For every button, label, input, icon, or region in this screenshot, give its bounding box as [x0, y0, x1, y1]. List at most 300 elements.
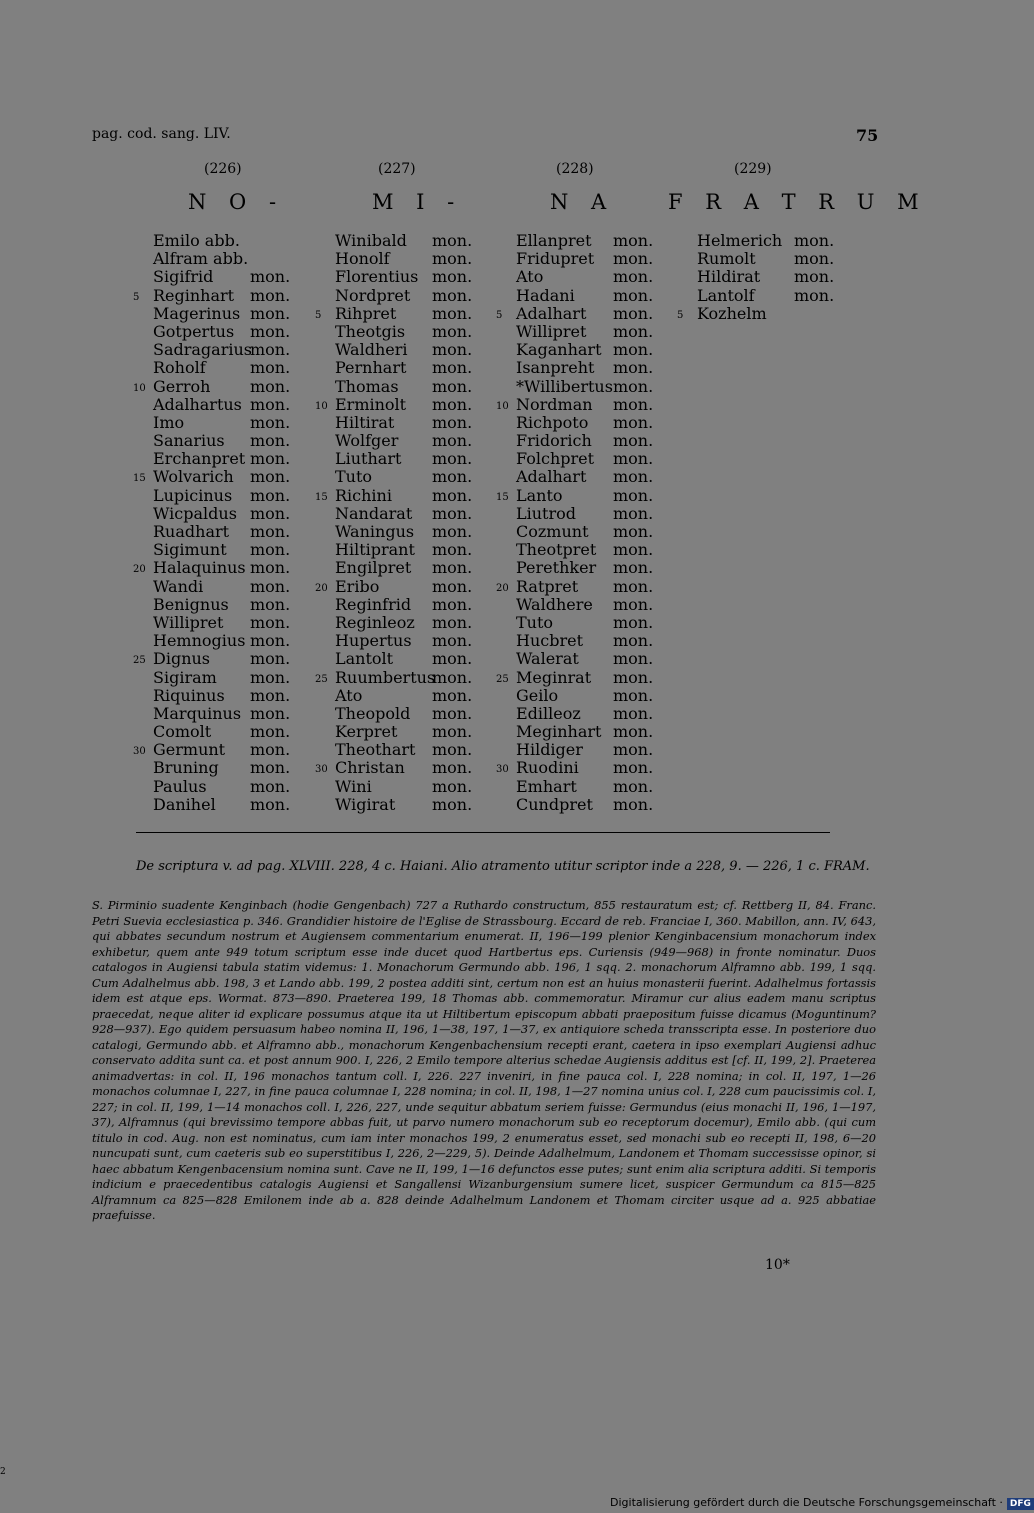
title-abbrev: mon.	[432, 558, 473, 578]
monk-name: Sigifrid	[153, 267, 214, 287]
name-row	[315, 576, 505, 596]
monk-name: Rihpret	[335, 303, 397, 323]
monk-name: Lantolf	[697, 285, 755, 305]
name-row	[516, 287, 686, 305]
title-abbrev: mon.	[432, 267, 473, 287]
monk-name: Meginhart	[516, 722, 602, 742]
line-number: 5	[315, 309, 322, 321]
name-row	[153, 487, 323, 505]
title-abbrev: mon.	[250, 394, 291, 414]
name-row	[496, 485, 686, 505]
monk-name: Waldheri	[335, 340, 408, 360]
name-row	[315, 394, 505, 414]
monk-name: Isanpreht	[516, 358, 595, 378]
title-abbrev: mon.	[432, 576, 473, 596]
monk-name: Danihel	[153, 794, 216, 814]
name-row	[516, 614, 686, 632]
name-row	[335, 432, 505, 450]
name-row	[697, 287, 867, 305]
line-number: 30	[315, 764, 328, 776]
monk-name: Rumolt	[697, 249, 756, 269]
monk-name: Richini	[335, 485, 392, 505]
title-abbrev: mon.	[432, 431, 473, 451]
name-row	[516, 596, 686, 614]
title-abbrev: mon.	[613, 540, 654, 560]
monk-name: Hucbret	[516, 631, 584, 651]
name-row	[153, 687, 323, 705]
monk-name: Lanto	[516, 485, 563, 505]
monk-name: Nordman	[516, 394, 593, 414]
monk-name: Folchpret	[516, 449, 595, 469]
line-number: 15	[133, 473, 146, 485]
name-row	[335, 341, 505, 359]
name-row	[516, 468, 686, 486]
monk-name: Fridorich	[516, 431, 592, 451]
monk-name: Perethker	[516, 558, 597, 578]
line-number: 20	[133, 564, 146, 576]
name-row	[335, 723, 505, 741]
name-row	[153, 614, 323, 632]
line-number: 20	[315, 582, 328, 594]
monk-name: Sigiram	[153, 667, 217, 687]
title-abbrev: mon.	[432, 503, 473, 523]
name-row	[153, 541, 323, 559]
name-column	[133, 231, 323, 814]
title-abbrev: mon.	[250, 412, 291, 432]
title-abbrev: mon.	[613, 631, 654, 651]
title-abbrev: mon.	[432, 612, 473, 632]
title-abbrev: mon.	[250, 558, 291, 578]
title-abbrev: mon.	[432, 522, 473, 541]
title-abbrev: mon.	[250, 358, 291, 378]
name-column	[315, 231, 505, 814]
title-abbrev: mon.	[794, 249, 835, 269]
monk-name: Kaganhart	[516, 340, 602, 360]
line-number: 5	[496, 309, 503, 321]
monk-name: Walerat	[516, 649, 579, 669]
monk-name: Marquinus	[153, 703, 242, 723]
title-abbrev: mon.	[432, 794, 473, 814]
name-row	[335, 559, 505, 577]
title-abbrev: mon.	[432, 540, 473, 560]
monk-name: Erminolt	[335, 394, 407, 414]
monk-name: Alfram abb.	[153, 249, 249, 269]
separator-rule	[136, 832, 830, 833]
line-number: 10	[315, 400, 328, 412]
monk-name: Reginleoz	[335, 612, 415, 632]
monk-name: Benignus	[153, 594, 229, 614]
monk-name: Florentius	[335, 267, 419, 287]
monk-name: Richpoto	[516, 412, 589, 432]
title-abbrev: mon.	[250, 321, 291, 341]
name-row	[697, 250, 867, 268]
title-abbrev: mon.	[432, 303, 473, 323]
name-row	[153, 414, 323, 432]
title-abbrev: mon.	[432, 249, 473, 269]
name-row	[516, 232, 686, 250]
name-row	[335, 632, 505, 650]
name-row	[516, 723, 686, 741]
name-row	[335, 523, 505, 541]
title-abbrev: mon.	[250, 449, 291, 469]
name-row	[516, 268, 686, 286]
title-abbrev: mon.	[250, 649, 291, 669]
monk-name: Gerroh	[153, 376, 211, 396]
page-number: 75	[856, 126, 879, 145]
name-row	[335, 287, 505, 305]
name-row	[335, 414, 505, 432]
monk-name: Helmerich	[697, 231, 783, 250]
title-abbrev: mon.	[613, 267, 654, 287]
name-row	[516, 523, 686, 541]
monk-name: Pernhart	[335, 358, 407, 378]
column-title: N A	[550, 190, 615, 214]
monk-name: Adalhart	[516, 303, 587, 323]
name-row	[335, 450, 505, 468]
name-row	[516, 796, 686, 814]
title-abbrev: mon.	[794, 231, 835, 250]
name-row	[516, 541, 686, 559]
name-row	[315, 667, 505, 687]
title-abbrev: mon.	[250, 594, 291, 614]
title-abbrev: mon.	[250, 340, 291, 360]
monk-name: *Willibertus	[516, 376, 613, 396]
title-abbrev: mon.	[613, 612, 654, 632]
name-row	[153, 759, 323, 777]
title-abbrev: mon.	[432, 467, 473, 487]
monk-name: Sanarius	[153, 431, 225, 451]
name-row	[315, 758, 505, 778]
name-row	[335, 232, 505, 250]
name-row	[516, 450, 686, 468]
monk-name: Paulus	[153, 776, 207, 796]
title-abbrev: mon.	[250, 376, 291, 396]
name-row	[335, 778, 505, 796]
title-abbrev: mon.	[250, 758, 291, 778]
name-row	[516, 705, 686, 723]
name-row	[153, 705, 323, 723]
title-abbrev: mon.	[613, 321, 654, 341]
title-abbrev: mon.	[613, 358, 654, 378]
line-number: 20	[496, 582, 509, 594]
title-abbrev: mon.	[613, 285, 654, 305]
monk-name: Nandarat	[335, 503, 413, 523]
monk-name: Adalhart	[516, 467, 587, 487]
title-abbrev: mon.	[613, 449, 654, 469]
monk-name: Liuthart	[335, 449, 402, 469]
title-abbrev: mon.	[613, 340, 654, 360]
title-abbrev: mon.	[794, 267, 835, 287]
name-row	[697, 268, 867, 286]
name-row	[153, 450, 323, 468]
monk-name: Sigimunt	[153, 540, 227, 560]
name-row	[516, 378, 686, 396]
monk-name: Theotgis	[335, 321, 406, 341]
title-abbrev: mon.	[613, 558, 654, 578]
monk-name: Reginhart	[153, 285, 235, 305]
commentary-notes: S. Pirminio suadente Kenginbach (hodie Gengenbach) 727 a Ruthardo constructum, 855 restauratum est; cf. Rettberg II, 84. Franc. Petri Suevia ecclesiastica p. 346. Grandidier histoire de l'Eglise de Strassbourg. Eccard de reb. Franciae I, 360. Mabillon, ann. IV, 643, qui abbates secundum nostrum et Augiensem commentarium enumerat. II, 196—199 plenior Kenginbacensium monachorum index exhibetur, quem ante 949 totum scriptum esse inde ducet quod Hartbertus eps. Curiensis (949—968) in fronte nominatur. Duos catalogos in Augiensi tabula statim videmus: 1. Monachorum Germundo abb. 196, 1 sqq. 2. monachorum Alframno abb. 199, 1 sqq. Cum Adalhelmus abb. 198, 3 et Lando abb. 199, 2 postea additi sint, certum non est an huius monasterii fuerint. Adalhelmus fortassis idem est atque eps. Wormat. 873—890. Praeterea 199, 18 Thomas abb. commemoratur. Miramur cur alius eadem manu scriptus praecedat, neque aliter id explicare possumus atque ita ut Hiltibertum episcopum abbati praepositum fuisse dicamus (Moguntinum? 928—937). Ego quidem persuasum habeo nomina II, 196, 1—38, 197, 1—37, ex antiquiore scheda transscripta esse. In posteriore duo catalogi, Germundo abb. et Alframno abb., monachorum Kengenbachensium recepti erant, caetera in ipso exemplari Augiensi adhuc conservato addita sunt ca. et post annum 900. I, 226, 2 Emilo tempore alterius schedae Augiensis additus est [cf. II, 199, 2]. Praeterea animadvertas: in col. II, 196 monachos tantum coll. I, 226. 227 inveniri, in fine pauca col. I, 228 nomina; in col. II, 197, 1—26 monachos columnae I, 227, in fine pauca columnae I, 228 nomina; in col. II, 198, 1—27 nomina unius col. I, 228 cum paucissimis col. I, 227; in col. II, 199, 1—14 monachos coll. I, 226, 227, unde sequitur abbatum seriem fuisse: Germundus (eius monachi II, 196, 1—197, 37), Alframnus (qui brevissimo tempore abbas fuit, ut parvo numero monachorum sub eo receptorum docemur), Emilo abb. (qui cum titulo in cod. Aug. non est nominatus, cum iam inter monachos 199, 2 enumeratus esset, sed monachi sub eo recepti II, 198, 6—20 nuncupati sunt, cum caeteris sub eo superstitibus I, 226, 2—229, 5). Deinde Adalhelmum, Landonem et Thomam successisse opinor, si haec abbatum Kengenbacensium nomina sunt. Cave ne II, 199, 1—16 defunctos esse putes; sunt enim alia scriptura additi. Si temporis indicium e praecedentibus catalogis Augiensi et Sangallensi Wizanburgensium sumere licet, suspicer Germundum ca 815—825 Alframnum ca 825—828 Emilonem inde ab a. 828 deinde Adalhelmum Landonem et Thomam circiter usque ad a. 925 abbatiae praefuisse.	[92, 898, 876, 1222]
name-row	[153, 268, 323, 286]
column-title: F R A T R U M	[668, 190, 927, 214]
monk-name: Eribo	[335, 576, 380, 596]
name-row	[153, 232, 323, 250]
monk-name: Waldhere	[516, 594, 593, 614]
name-row	[153, 669, 323, 687]
title-abbrev: mon.	[613, 703, 654, 723]
monk-name: Geilo	[516, 685, 559, 705]
name-row	[335, 378, 505, 396]
name-row	[697, 232, 867, 250]
line-number: 5	[677, 309, 684, 321]
title-abbrev: mon.	[250, 267, 291, 287]
name-row	[516, 687, 686, 705]
monk-name: Hemnogius	[153, 631, 246, 651]
name-row	[516, 741, 686, 759]
title-abbrev: mon.	[432, 685, 473, 705]
monk-name: Wandi	[153, 576, 204, 596]
critical-apparatus: De scriptura v. ad pag. XLVIII. 228, 4 c. Haiani. Alio atramento utitur scriptor inde a 228, 9. — 226, 1 c. FRAM.	[136, 859, 870, 874]
monk-name: Ruodini	[516, 758, 579, 778]
monk-name: Hadani	[516, 285, 575, 305]
name-row	[335, 796, 505, 814]
monk-name: Comolt	[153, 722, 212, 742]
title-abbrev: mon.	[432, 340, 473, 360]
monk-name: Lantolt	[335, 649, 394, 669]
title-abbrev: mon.	[432, 376, 473, 396]
running-header: pag. cod. sang. LIV.	[92, 126, 231, 142]
name-row	[315, 303, 505, 323]
name-row	[133, 558, 323, 578]
name-row	[335, 741, 505, 759]
monk-name: Willipret	[153, 612, 224, 632]
monk-name: Emilo abb.	[153, 231, 240, 250]
title-abbrev: mon.	[432, 285, 473, 305]
name-row	[677, 303, 867, 323]
name-row	[516, 341, 686, 359]
title-abbrev: mon.	[250, 612, 291, 632]
name-row	[496, 394, 686, 414]
title-abbrev: mon.	[613, 303, 654, 323]
title-abbrev: mon.	[250, 685, 291, 705]
name-row	[335, 705, 505, 723]
title-abbrev: mon.	[613, 467, 654, 487]
name-row	[516, 359, 686, 377]
title-abbrev: mon.	[613, 394, 654, 414]
title-abbrev: mon.	[250, 631, 291, 651]
title-abbrev: mon.	[432, 722, 473, 742]
name-row	[153, 250, 323, 268]
title-abbrev: mon.	[613, 576, 654, 596]
monk-name: Roholf	[153, 358, 206, 378]
title-abbrev: mon.	[613, 503, 654, 523]
edge-mark: 2	[0, 1467, 6, 1477]
title-abbrev: mon.	[432, 667, 473, 687]
name-column	[496, 231, 686, 814]
monk-name: Cundpret	[516, 794, 593, 814]
title-abbrev: mon.	[250, 431, 291, 451]
title-abbrev: mon.	[250, 303, 291, 323]
title-abbrev: mon.	[250, 740, 291, 760]
name-row	[153, 723, 323, 741]
line-number: 15	[315, 491, 328, 503]
name-row	[516, 632, 686, 650]
name-row	[133, 467, 323, 487]
column-number: (226)	[204, 161, 242, 177]
monk-name: Hupertus	[335, 631, 412, 651]
name-row	[153, 341, 323, 359]
monk-name: Sadragarius	[153, 340, 252, 360]
title-abbrev: mon.	[432, 703, 473, 723]
name-row	[153, 432, 323, 450]
monk-name: Ato	[335, 685, 363, 705]
name-row	[133, 740, 323, 760]
column-title: N O -	[188, 190, 285, 214]
title-abbrev: mon.	[432, 594, 473, 614]
name-row	[153, 596, 323, 614]
title-abbrev: mon.	[250, 540, 291, 560]
title-abbrev: mon.	[613, 594, 654, 614]
monk-name: Honolf	[335, 249, 390, 269]
name-row	[496, 303, 686, 323]
monk-name: Willipret	[516, 321, 587, 341]
name-row	[153, 396, 323, 414]
name-row	[153, 796, 323, 814]
monk-name: Edilleoz	[516, 703, 581, 723]
monk-name: Tuto	[516, 612, 554, 632]
title-abbrev: mon.	[432, 631, 473, 651]
title-abbrev: mon.	[613, 249, 654, 269]
title-abbrev: mon.	[432, 231, 473, 250]
line-number: 25	[315, 673, 328, 685]
title-abbrev: mon.	[794, 285, 835, 305]
title-abbrev: mon.	[613, 740, 654, 760]
funding-footer	[610, 1496, 1034, 1510]
name-row	[516, 250, 686, 268]
name-row	[516, 778, 686, 796]
name-row	[153, 523, 323, 541]
monk-name: Magerinus	[153, 303, 241, 323]
column-number: (229)	[734, 161, 772, 177]
monk-name: Wini	[335, 776, 372, 796]
title-abbrev: mon.	[432, 449, 473, 469]
title-abbrev: mon.	[613, 649, 654, 669]
name-row	[153, 305, 323, 323]
title-abbrev: mon.	[250, 576, 291, 596]
name-row	[153, 505, 323, 523]
name-row	[153, 632, 323, 650]
name-row	[496, 576, 686, 596]
monk-name: Wicpaldus	[153, 503, 237, 523]
column-title: M I -	[372, 190, 463, 214]
name-row	[315, 485, 505, 505]
title-abbrev: mon.	[250, 467, 291, 487]
monk-name: Ato	[516, 267, 544, 287]
monk-name: Hildiger	[516, 740, 583, 760]
title-abbrev: mon.	[432, 758, 473, 778]
name-row	[516, 414, 686, 432]
monk-name: Emhart	[516, 776, 577, 796]
monk-name: Christan	[335, 758, 405, 778]
monk-name: Waningus	[335, 522, 415, 541]
monk-name: Germunt	[153, 740, 226, 760]
monk-name: Engilpret	[335, 558, 412, 578]
monk-name: Wolvarich	[153, 467, 234, 487]
title-abbrev: mon.	[250, 522, 291, 541]
title-abbrev: mon.	[613, 522, 654, 541]
monk-name: Tuto	[335, 467, 373, 487]
column-number: (228)	[556, 161, 594, 177]
name-row	[335, 541, 505, 559]
title-abbrev: mon.	[613, 485, 654, 505]
monk-name: Lupicinus	[153, 485, 233, 505]
dfg-logo: DFG	[1007, 1498, 1034, 1510]
monk-name: Hiltiprant	[335, 540, 415, 560]
name-row	[516, 559, 686, 577]
monk-name: Kerpret	[335, 722, 398, 742]
monk-name: Riquinus	[153, 685, 225, 705]
monk-name: Theothart	[335, 740, 416, 760]
signature-mark: 10*	[765, 1257, 790, 1273]
line-number: 25	[133, 655, 146, 667]
name-row	[496, 667, 686, 687]
name-row	[335, 468, 505, 486]
monk-name: Hiltirat	[335, 412, 395, 432]
footer-text: Digitalisierung gefördert durch die Deutsche Forschungsgemeinschaft ·	[610, 1496, 1003, 1509]
monk-name: Imo	[153, 412, 185, 432]
monk-name: Cozmunt	[516, 522, 589, 541]
name-column	[677, 231, 867, 323]
name-row	[335, 323, 505, 341]
name-row	[153, 323, 323, 341]
line-number: 30	[133, 746, 146, 758]
monk-name: Winibald	[335, 231, 407, 250]
name-row	[153, 778, 323, 796]
title-abbrev: mon.	[432, 321, 473, 341]
line-number: 10	[496, 400, 509, 412]
name-row	[516, 323, 686, 341]
name-row	[516, 650, 686, 668]
monk-name: Ellanpret	[516, 231, 592, 250]
name-row	[335, 250, 505, 268]
name-row	[133, 649, 323, 669]
title-abbrev: mon.	[432, 740, 473, 760]
title-abbrev: mon.	[432, 412, 473, 432]
monk-name: Bruning	[153, 758, 219, 778]
monk-name: Ratpret	[516, 576, 579, 596]
line-number: 10	[133, 382, 146, 394]
title-abbrev: mon.	[432, 649, 473, 669]
monk-name: Ruadhart	[153, 522, 230, 541]
name-row	[153, 578, 323, 596]
monk-name: Meginrat	[516, 667, 592, 687]
name-row	[516, 505, 686, 523]
title-abbrev: mon.	[613, 431, 654, 451]
monk-name: Dignus	[153, 649, 211, 669]
monk-name: Theotpret	[516, 540, 597, 560]
monk-name: Erchanpret	[153, 449, 246, 469]
title-abbrev: mon.	[250, 285, 291, 305]
title-abbrev: mon.	[613, 722, 654, 742]
monk-name: Hildirat	[697, 267, 761, 287]
name-row	[335, 359, 505, 377]
name-row	[335, 687, 505, 705]
name-row	[496, 758, 686, 778]
column-number: (227)	[378, 161, 416, 177]
name-row	[335, 596, 505, 614]
monk-name: Reginfrid	[335, 594, 412, 614]
title-abbrev: mon.	[250, 667, 291, 687]
title-abbrev: mon.	[613, 758, 654, 778]
